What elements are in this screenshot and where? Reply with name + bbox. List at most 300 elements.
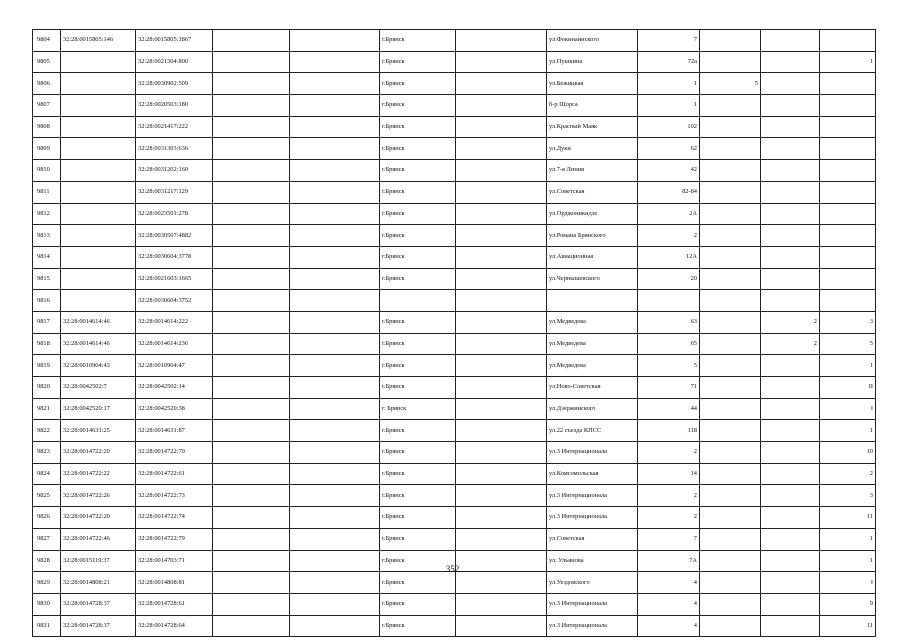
city-cell: г.Брянск — [380, 355, 456, 377]
apartment-cell — [820, 246, 876, 268]
extra-cell — [761, 290, 820, 312]
extra-cell — [761, 377, 820, 399]
apartment-cell: II — [820, 377, 876, 399]
apartment-cell: 1 — [820, 420, 876, 442]
blank-cell-b — [290, 572, 380, 594]
record-number-cell: 9822 — [33, 420, 61, 442]
parcel-number-cell: 32:28:0014808:21 — [61, 572, 136, 594]
blank-cell-c — [456, 73, 547, 95]
building-cell — [700, 355, 761, 377]
street-cell: ул. Ульянова — [547, 550, 638, 572]
house-number-cell: 118 — [638, 420, 700, 442]
apartment-cell: I — [820, 398, 876, 420]
blank-cell-b — [290, 160, 380, 182]
parcel-number-cell — [61, 138, 136, 160]
parcel-number-cell: 32:28:0014631:25 — [61, 420, 136, 442]
record-number-cell: 9809 — [33, 138, 61, 160]
building-cell — [700, 160, 761, 182]
street-cell: ул.3 Интернационала — [547, 507, 638, 529]
blank-cell-c — [456, 95, 547, 117]
extra-cell: 2 — [761, 311, 820, 333]
extra-cell — [761, 442, 820, 464]
extra-cell — [761, 203, 820, 225]
apartment-cell: 1 — [820, 355, 876, 377]
object-number-cell: 32:28:0014631:87 — [136, 420, 213, 442]
house-number-cell: 1 — [638, 95, 700, 117]
building-cell — [700, 398, 761, 420]
building-cell — [700, 593, 761, 615]
blank-cell-b — [290, 333, 380, 355]
record-number-cell: 9810 — [33, 160, 61, 182]
extra-cell — [761, 246, 820, 268]
object-number-cell: 32:28:0042520:38 — [136, 398, 213, 420]
blank-cell-a — [213, 290, 290, 312]
city-cell: г.Брянск — [380, 311, 456, 333]
street-cell: ул.3 Интернационала — [547, 485, 638, 507]
building-cell — [700, 420, 761, 442]
street-cell: ул.Медведева — [547, 355, 638, 377]
object-number-cell: 32:28:0014722:74 — [136, 507, 213, 529]
blank-cell-a — [213, 615, 290, 637]
blank-cell-a — [213, 138, 290, 160]
building-cell — [700, 138, 761, 160]
record-number-cell: 9827 — [33, 528, 61, 550]
object-number-cell: 32:28:0010904:47 — [136, 355, 213, 377]
extra-cell — [761, 30, 820, 52]
record-number-cell: 9830 — [33, 593, 61, 615]
blank-cell-a — [213, 528, 290, 550]
blank-cell-a — [213, 485, 290, 507]
object-number-cell: 32:28:0014722:79 — [136, 528, 213, 550]
blank-cell-b — [290, 30, 380, 52]
object-number-cell: 32:28:0014722:61 — [136, 463, 213, 485]
city-cell: г.Брянск — [380, 615, 456, 637]
apartment-cell: I — [820, 572, 876, 594]
record-number-cell: 9806 — [33, 73, 61, 95]
blank-cell-c — [456, 398, 547, 420]
building-cell — [700, 51, 761, 73]
house-number-cell: 72а — [638, 51, 700, 73]
extra-cell — [761, 138, 820, 160]
building-cell — [700, 485, 761, 507]
blank-cell-c — [456, 463, 547, 485]
table-row — [33, 181, 876, 203]
building-cell — [700, 203, 761, 225]
record-number-cell: 9815 — [33, 268, 61, 290]
city-cell: г.Брянск — [380, 116, 456, 138]
blank-cell-a — [213, 203, 290, 225]
extra-cell — [761, 181, 820, 203]
object-number-cell: 32:28:0014728:64 — [136, 615, 213, 637]
building-cell — [700, 615, 761, 637]
object-number-cell: 32:28:0014808:81 — [136, 572, 213, 594]
house-number-cell: 4 — [638, 615, 700, 637]
table-row — [33, 51, 876, 73]
house-number-cell: 12А — [638, 246, 700, 268]
apartment-cell: 1 — [820, 528, 876, 550]
house-number-cell: 7 — [638, 528, 700, 550]
city-cell: г.Брянск — [380, 268, 456, 290]
extra-cell — [761, 268, 820, 290]
object-number-cell: 32:28:0014722:73 — [136, 485, 213, 507]
extra-cell — [761, 51, 820, 73]
blank-cell-c — [456, 290, 547, 312]
apartment-cell: 9 — [820, 593, 876, 615]
street-cell: ул.3 Интернационала — [547, 593, 638, 615]
record-number-cell: 9818 — [33, 333, 61, 355]
extra-cell — [761, 225, 820, 247]
apartment-cell: 3 — [820, 311, 876, 333]
blank-cell-c — [456, 181, 547, 203]
apartment-cell: 10 — [820, 442, 876, 464]
street-cell: ул.Советская — [547, 528, 638, 550]
table-row — [33, 528, 876, 550]
blank-cell-c — [456, 138, 547, 160]
parcel-number-cell — [61, 51, 136, 73]
parcel-number-cell: 32:28:0014722:46 — [61, 528, 136, 550]
blank-cell-b — [290, 377, 380, 399]
blank-cell-a — [213, 593, 290, 615]
object-number-cell: 32:28:0031202:160 — [136, 160, 213, 182]
house-number-cell: 1 — [638, 73, 700, 95]
city-cell: г.Брянск — [380, 333, 456, 355]
table-row — [33, 73, 876, 95]
object-number-cell: 32:28:0014614:236 — [136, 333, 213, 355]
blank-cell-c — [456, 442, 547, 464]
table-row — [33, 116, 876, 138]
blank-cell-b — [290, 442, 380, 464]
street-cell: ул.Советская — [547, 181, 638, 203]
object-number-cell: 32:28:0030604:3752 — [136, 290, 213, 312]
blank-cell-b — [290, 181, 380, 203]
apartment-cell — [820, 268, 876, 290]
blank-cell-b — [290, 528, 380, 550]
table-row — [33, 268, 876, 290]
parcel-number-cell: 32:28:0042502:7 — [61, 377, 136, 399]
blank-cell-a — [213, 463, 290, 485]
parcel-number-cell: 32:28:0015805:146 — [61, 30, 136, 52]
city-cell: г.Брянск — [380, 30, 456, 52]
object-number-cell: 32:28:0014722:70 — [136, 442, 213, 464]
blank-cell-b — [290, 95, 380, 117]
blank-cell-c — [456, 355, 547, 377]
city-cell: г.Брянск — [380, 550, 456, 572]
apartment-cell: 3 — [820, 485, 876, 507]
building-cell — [700, 225, 761, 247]
extra-cell — [761, 463, 820, 485]
blank-cell-a — [213, 73, 290, 95]
city-cell: г.Брянск — [380, 138, 456, 160]
object-number-cell: 32:28:0030604:3778 — [136, 246, 213, 268]
extra-cell — [761, 355, 820, 377]
record-number-cell: 9829 — [33, 572, 61, 594]
building-cell — [700, 463, 761, 485]
table-row — [33, 138, 876, 160]
city-cell: г.Брянск — [380, 225, 456, 247]
blank-cell-a — [213, 572, 290, 594]
blank-cell-a — [213, 507, 290, 529]
parcel-number-cell — [61, 116, 136, 138]
building-cell: 5 — [700, 73, 761, 95]
extra-cell — [761, 160, 820, 182]
street-cell: ул.3 Интернационала — [547, 615, 638, 637]
table-row — [33, 30, 876, 52]
extra-cell — [761, 95, 820, 117]
house-number-cell: 2 — [638, 507, 700, 529]
record-number-cell: 9808 — [33, 116, 61, 138]
blank-cell-a — [213, 30, 290, 52]
building-cell — [700, 95, 761, 117]
table-row — [33, 398, 876, 420]
object-number-cell: 32:28:0030902:509 — [136, 73, 213, 95]
city-cell: г.Брянск — [380, 572, 456, 594]
table-row — [33, 95, 876, 117]
parcel-number-cell: 32:28:0014722:20 — [61, 507, 136, 529]
street-cell — [547, 290, 638, 312]
parcel-number-cell: 32:28:0014614:46 — [61, 333, 136, 355]
house-number-cell: 62 — [638, 138, 700, 160]
blank-cell-c — [456, 203, 547, 225]
street-cell: ул.Чернышевского — [547, 268, 638, 290]
apartment-cell — [820, 290, 876, 312]
city-cell: г.Брянск — [380, 181, 456, 203]
extra-cell — [761, 73, 820, 95]
record-number-cell: 9816 — [33, 290, 61, 312]
apartment-cell — [820, 160, 876, 182]
blank-cell-c — [456, 160, 547, 182]
table-row — [33, 420, 876, 442]
record-number-cell: 9817 — [33, 311, 61, 333]
blank-cell-b — [290, 398, 380, 420]
building-cell — [700, 268, 761, 290]
registry-table-body — [33, 30, 876, 637]
record-number-cell: 9820 — [33, 377, 61, 399]
parcel-number-cell — [61, 181, 136, 203]
house-number-cell: 2А — [638, 203, 700, 225]
city-cell: г.Брянск — [380, 160, 456, 182]
table-row — [33, 333, 876, 355]
blank-cell-a — [213, 181, 290, 203]
object-number-cell: 32:28:0023501:278 — [136, 203, 213, 225]
blank-cell-b — [290, 246, 380, 268]
street-cell: ул.Бежицкая — [547, 73, 638, 95]
blank-cell-c — [456, 420, 547, 442]
house-number-cell: 82-84 — [638, 181, 700, 203]
extra-cell — [761, 593, 820, 615]
blank-cell-b — [290, 311, 380, 333]
building-cell — [700, 181, 761, 203]
apartment-cell — [820, 225, 876, 247]
record-number-cell: 9826 — [33, 507, 61, 529]
extra-cell — [761, 420, 820, 442]
parcel-number-cell: 32:28:0014614:46 — [61, 311, 136, 333]
street-cell: ул.Авиационная — [547, 246, 638, 268]
parcel-number-cell — [61, 73, 136, 95]
apartment-cell — [820, 203, 876, 225]
object-number-cell: 32:28:0031303:636 — [136, 138, 213, 160]
blank-cell-a — [213, 333, 290, 355]
blank-cell-b — [290, 138, 380, 160]
city-cell — [380, 290, 456, 312]
city-cell: г.Брянск — [380, 485, 456, 507]
object-number-cell: 32:28:0021304:800 — [136, 51, 213, 73]
object-number-cell: 32:28:0020503:180 — [136, 95, 213, 117]
house-number-cell: 2 — [638, 442, 700, 464]
street-cell: ул.Дуки — [547, 138, 638, 160]
blank-cell-c — [456, 333, 547, 355]
blank-cell-c — [456, 528, 547, 550]
apartment-cell — [820, 73, 876, 95]
blank-cell-b — [290, 73, 380, 95]
extra-cell — [761, 615, 820, 637]
record-number-cell: 9804 — [33, 30, 61, 52]
blank-cell-a — [213, 246, 290, 268]
blank-cell-a — [213, 377, 290, 399]
record-number-cell: 9805 — [33, 51, 61, 73]
object-number-cell: 32:28:0021603:1665 — [136, 268, 213, 290]
parcel-number-cell — [61, 203, 136, 225]
extra-cell — [761, 572, 820, 594]
city-cell: г.Брянск — [380, 51, 456, 73]
street-cell: ул.Медведева — [547, 333, 638, 355]
object-number-cell: 32:28:0014728:61 — [136, 593, 213, 615]
extra-cell — [761, 528, 820, 550]
object-number-cell: 32:28:0015805:1867 — [136, 30, 213, 52]
table-row — [33, 225, 876, 247]
city-cell: г.Брянск — [380, 463, 456, 485]
table-row — [33, 507, 876, 529]
record-number-cell: 9825 — [33, 485, 61, 507]
object-number-cell: 32:28:0021417:222 — [136, 116, 213, 138]
street-cell: б-р Щорса — [547, 95, 638, 117]
blank-cell-b — [290, 268, 380, 290]
blank-cell-c — [456, 246, 547, 268]
table-row — [33, 377, 876, 399]
parcel-number-cell — [61, 160, 136, 182]
record-number-cell: 9831 — [33, 615, 61, 637]
blank-cell-c — [456, 572, 547, 594]
table-row — [33, 290, 876, 312]
blank-cell-c — [456, 485, 547, 507]
house-number-cell: 63 — [638, 311, 700, 333]
parcel-number-cell: 32:28:0042520:17 — [61, 398, 136, 420]
house-number-cell: 102 — [638, 116, 700, 138]
blank-cell-a — [213, 355, 290, 377]
parcel-number-cell: 32:28:0014722:26 — [61, 485, 136, 507]
extra-cell — [761, 116, 820, 138]
table-row — [33, 463, 876, 485]
street-cell: ул.7-я Линия — [547, 160, 638, 182]
registry-table — [32, 29, 876, 637]
record-number-cell: 9812 — [33, 203, 61, 225]
city-cell: г.Брянск — [380, 507, 456, 529]
blank-cell-b — [290, 51, 380, 73]
street-cell: ул.Романа Брянского — [547, 225, 638, 247]
blank-cell-c — [456, 30, 547, 52]
record-number-cell: 9821 — [33, 398, 61, 420]
table-row — [33, 572, 876, 594]
blank-cell-a — [213, 311, 290, 333]
street-cell: ул.Медведева — [547, 311, 638, 333]
house-number-cell: 7 — [638, 30, 700, 52]
blank-cell-b — [290, 485, 380, 507]
record-number-cell: 9807 — [33, 95, 61, 117]
house-number-cell: 2 — [638, 485, 700, 507]
table-row — [33, 160, 876, 182]
table-row — [33, 203, 876, 225]
house-number-cell: 4 — [638, 572, 700, 594]
blank-cell-a — [213, 398, 290, 420]
building-cell — [700, 442, 761, 464]
parcel-number-cell — [61, 225, 136, 247]
city-cell: г.Брянск — [380, 528, 456, 550]
blank-cell-c — [456, 268, 547, 290]
blank-cell-a — [213, 95, 290, 117]
table-row — [33, 615, 876, 637]
blank-cell-b — [290, 593, 380, 615]
blank-cell-a — [213, 268, 290, 290]
object-number-cell: 32:28:0030507:4882 — [136, 225, 213, 247]
building-cell — [700, 116, 761, 138]
table-row — [33, 246, 876, 268]
blank-cell-b — [290, 420, 380, 442]
blank-cell-b — [290, 615, 380, 637]
object-number-cell: 32:28:0014614:222 — [136, 311, 213, 333]
street-cell: ул.Уездовского — [547, 572, 638, 594]
city-cell: г.Брянск — [380, 377, 456, 399]
blank-cell-b — [290, 507, 380, 529]
blank-cell-a — [213, 51, 290, 73]
record-number-cell: 9811 — [33, 181, 61, 203]
house-number-cell: 7А — [638, 550, 700, 572]
record-number-cell: 9819 — [33, 355, 61, 377]
apartment-cell — [820, 138, 876, 160]
house-number-cell — [638, 290, 700, 312]
blank-cell-c — [456, 51, 547, 73]
building-cell — [700, 572, 761, 594]
blank-cell-a — [213, 225, 290, 247]
street-cell: ул.3 Интернационала — [547, 442, 638, 464]
apartment-cell: 5 — [820, 333, 876, 355]
extra-cell — [761, 507, 820, 529]
parcel-number-cell — [61, 268, 136, 290]
parcel-number-cell: 32:28:0014722:20 — [61, 442, 136, 464]
blank-cell-c — [456, 377, 547, 399]
apartment-cell: 1 — [820, 51, 876, 73]
parcel-number-cell — [61, 290, 136, 312]
street-cell: ул.Дзержинского — [547, 398, 638, 420]
city-cell: г.Брянск — [380, 442, 456, 464]
apartment-cell: 2 — [820, 463, 876, 485]
extra-cell — [761, 485, 820, 507]
blank-cell-c — [456, 116, 547, 138]
city-cell: г.Брянск — [380, 593, 456, 615]
house-number-cell: 4 — [638, 593, 700, 615]
table-row — [33, 355, 876, 377]
building-cell — [700, 246, 761, 268]
blank-cell-b — [290, 203, 380, 225]
house-number-cell: 44 — [638, 398, 700, 420]
blank-cell-c — [456, 507, 547, 529]
record-number-cell: 9814 — [33, 246, 61, 268]
blank-cell-c — [456, 225, 547, 247]
object-number-cell: 32:28:0031217:129 — [136, 181, 213, 203]
building-cell — [700, 30, 761, 52]
building-cell — [700, 311, 761, 333]
object-number-cell: 32:28:0042502:14 — [136, 377, 213, 399]
apartment-cell: 11 — [820, 507, 876, 529]
house-number-cell: 20 — [638, 268, 700, 290]
